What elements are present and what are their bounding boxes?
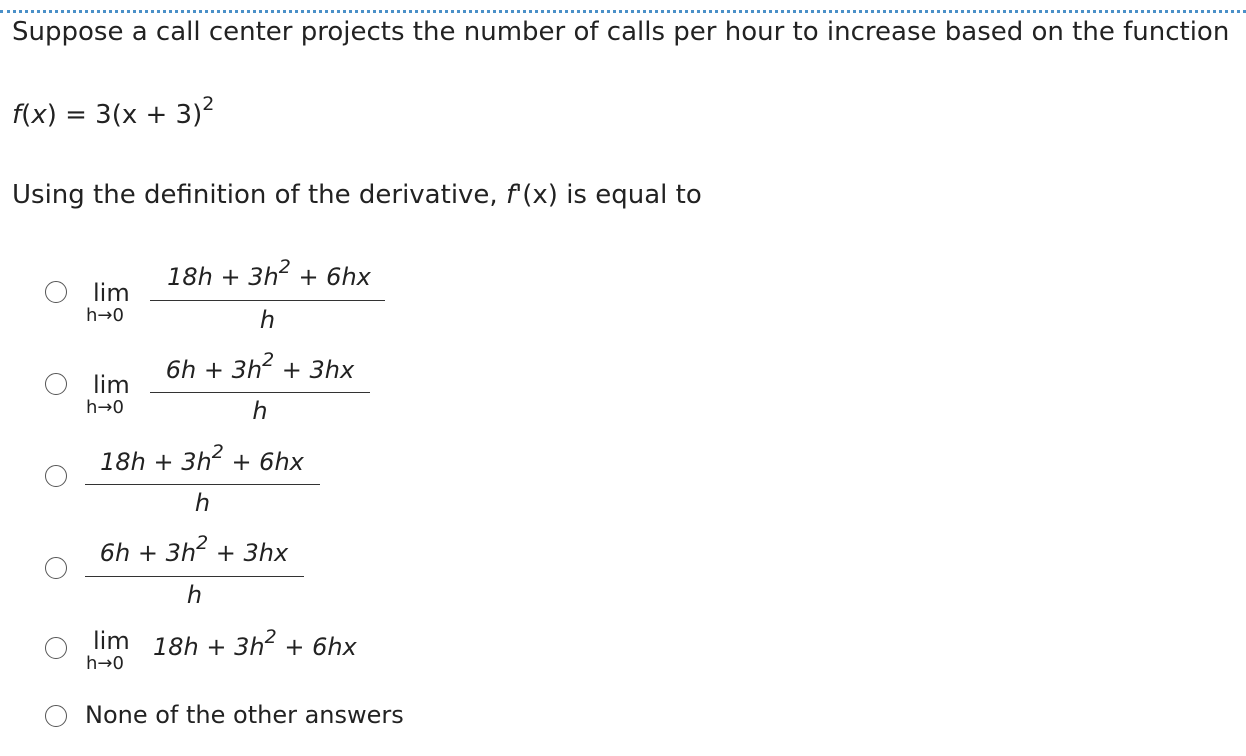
prompt-text (12, 180, 702, 210)
option-3-fraction-bar (85, 484, 320, 485)
prompt-tail: is equal to (557, 180, 702, 210)
option-1-lim-sub: h→0 (86, 305, 124, 326)
function-variable: x (31, 100, 47, 130)
option-2-lim: lim (93, 371, 130, 399)
prompt-prime: '(x) (515, 180, 558, 210)
function-name: f (12, 100, 22, 130)
option-3-numerator: $18h + 3h^2 + 6hx$ (100, 441, 304, 476)
option-3-radio[interactable] (45, 465, 67, 487)
option-3-denominator: h (194, 489, 211, 517)
option-1-lim: lim (93, 279, 130, 307)
option-1-radio[interactable] (45, 281, 67, 303)
option-6-radio[interactable] (45, 705, 67, 727)
option-4-radio[interactable] (45, 557, 67, 579)
function-expression: 3(x + 3) (95, 100, 203, 130)
option-5-radio[interactable] (45, 637, 67, 659)
option-5-expression: $18h + 3h^2 + 6hx$ (153, 626, 357, 661)
function-exponent: 2 (202, 93, 215, 116)
option-4-fraction-bar (85, 576, 304, 577)
option-1-fraction-bar (150, 300, 385, 301)
prompt-lead: Using the definition of the derivative, (12, 180, 506, 210)
option-2-radio[interactable] (45, 373, 67, 395)
option-6-label[interactable]: None of the other answers (85, 701, 404, 729)
option-1-denominator: h (259, 306, 276, 334)
function-definition: $f(x) = 3(x + 3)^2$ (12, 93, 215, 130)
option-2-denominator: h (252, 397, 268, 425)
option-2-numerator: $6h + 3h^2 + 3hx$ (165, 349, 355, 384)
question-text: Suppose a call center projects the number of calls per hour to increase based on the function (12, 17, 1230, 47)
option-4-numerator: $6h + 3h^2 + 3hx$ (99, 532, 289, 567)
option-2-fraction-bar (150, 392, 370, 393)
option-5-lim-sub: h→0 (86, 653, 124, 674)
option-4-denominator: h (186, 581, 203, 609)
top-dotted-border (0, 10, 1246, 13)
option-2-lim-sub: h→0 (86, 397, 124, 418)
option-1-numerator: $18h + 3h^2 + 6hx$ (167, 256, 371, 291)
prompt-symbol: f (505, 180, 516, 210)
option-5-lim: lim (93, 627, 130, 655)
